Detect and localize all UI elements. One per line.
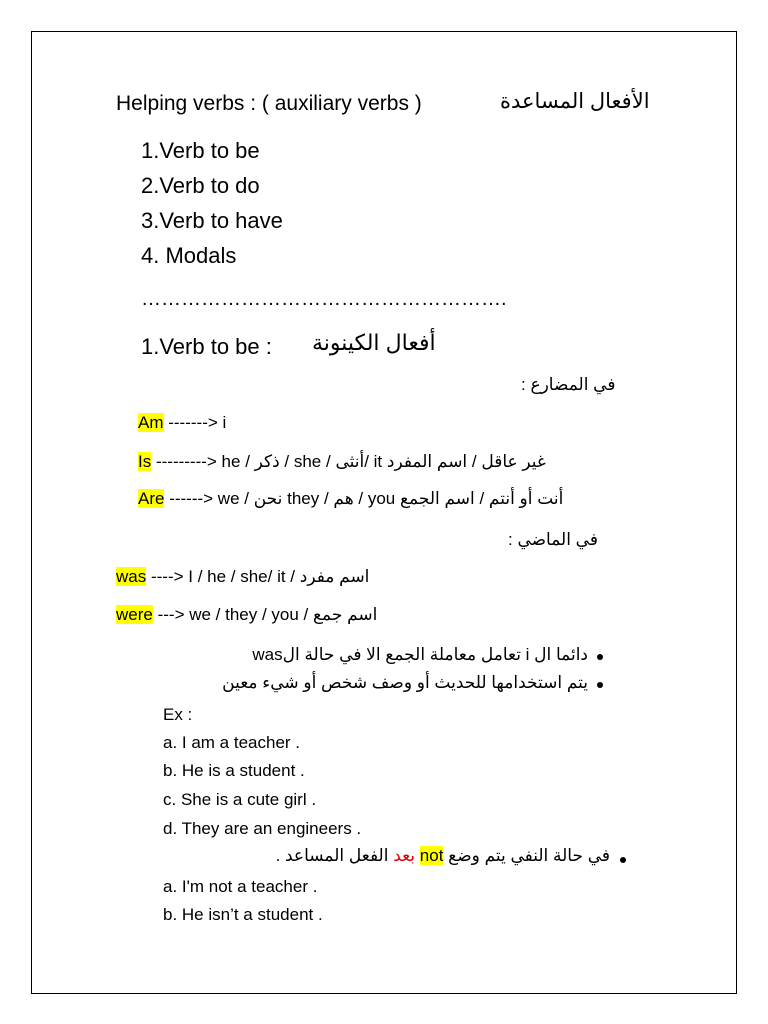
section-heading: 1.Verb to be :: [141, 334, 272, 359]
present-row-am: [138, 414, 226, 431]
present-row-is: [138, 453, 546, 470]
title-english: Helping verbs : ( auxiliary verbs ): [116, 92, 422, 115]
title-arabic: الأفعال المساعدة: [500, 90, 650, 113]
present-heading: في المضارع :: [521, 375, 616, 394]
negation-example: a. I'm not a teacher .: [163, 877, 318, 896]
list-item: 3.Verb to have: [141, 208, 283, 233]
dotted-divider: ……………………………………………….: [141, 288, 507, 310]
bullet-icon: [597, 682, 603, 688]
example-item: c. She is a cute girl .: [163, 790, 317, 809]
example-item: b. He is a student .: [163, 761, 305, 780]
bullet-icon: [620, 857, 626, 863]
section-heading-arabic: أفعال الكينونة: [312, 330, 436, 355]
negation-note: [240, 847, 610, 864]
example-item: a. I am a teacher .: [163, 733, 301, 752]
verb-were: were: [116, 605, 153, 624]
note-item: يتم استخدامها للحديث أو وصف شخص أو شيء معين: [222, 673, 588, 692]
list-item: 1.Verb to be: [141, 138, 260, 163]
note-item: دائما ال i تعامل معاملة الجمع الا في حالة الwas: [252, 645, 588, 664]
past-heading: في الماضي :: [508, 530, 598, 549]
row-text: ----> I / he / she/ it / اسم مفرد: [146, 567, 370, 586]
negation-after: بعد: [393, 846, 416, 865]
negation-before: في حالة النفي يتم وضع: [448, 846, 610, 865]
present-row-are: [138, 490, 563, 507]
verb-is: Is: [138, 452, 152, 471]
list-item: 4. Modals: [141, 243, 237, 268]
example-item: d. They are an engineers .: [163, 819, 362, 838]
verb-was: was: [116, 567, 147, 586]
negation-keyword: not: [419, 846, 444, 865]
verb-are: Are: [138, 489, 165, 508]
negation-example: b. He isn’t a student .: [163, 905, 323, 924]
page-title: [116, 93, 422, 114]
verb-am: Am: [138, 413, 164, 432]
row-text: -------> i: [163, 413, 227, 432]
bullet-icon: [597, 654, 603, 660]
row-text: ---------> he / ذكر / she / أنثى/ it غير عاقل / اسم المفرد: [151, 452, 546, 471]
row-text: ------> we / نحن they / هم / you أنت أو أنتم / اسم الجمع: [164, 489, 564, 508]
past-row-were: [116, 606, 377, 623]
past-row-was: [116, 568, 369, 585]
examples-label: Ex :: [163, 705, 193, 724]
row-text: ---> we / they / you / اسم جمع: [152, 605, 378, 624]
list-item: 2.Verb to do: [141, 173, 260, 198]
negation-end: الفعل المساعد .: [275, 846, 389, 865]
